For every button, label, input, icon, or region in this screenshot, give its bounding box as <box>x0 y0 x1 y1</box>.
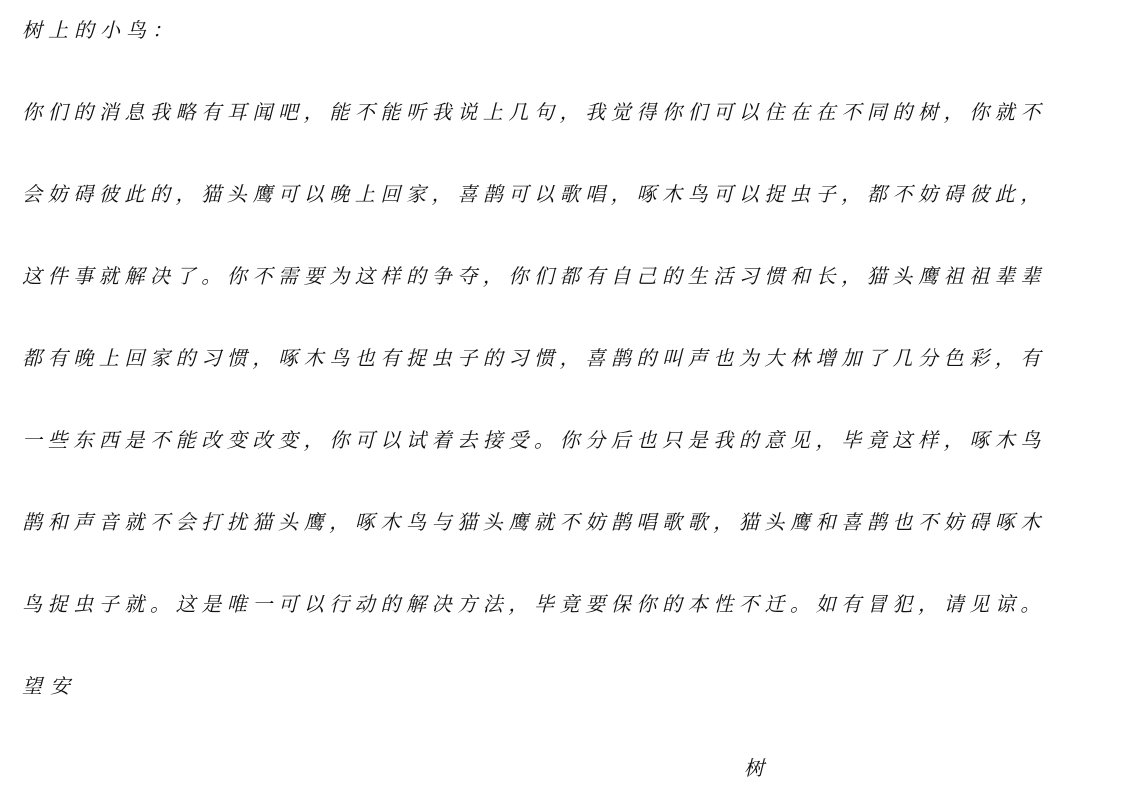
letter-body-line-1: 你们的消息我略有耳闻吧，能不能听我说上几句，我觉得你们可以住在在不同的树，你就不 <box>22 100 1046 124</box>
letter-body-line-3: 这件事就解决了。你不需要为这样的争夺，你们都有自己的生活习惯和长，猫头鹰祖祖辈辈 <box>22 264 1046 288</box>
letter-signature: 树 <box>744 756 764 780</box>
letter-body-line-6: 鹊和声音就不会打扰猫头鹰，啄木鸟与猫头鹰就不妨鹊唱歌歌，猫头鹰和喜鹊也不妨碍啄木 <box>22 510 1046 534</box>
letter-closing: 望安 <box>22 674 78 698</box>
letter-body-line-2: 会妨碍彼此的，猫头鹰可以晚上回家，喜鹊可以歌唱，啄木鸟可以捉虫子，都不妨碍彼此， <box>22 182 1046 206</box>
letter-body-line-4: 都有晚上回家的习惯，啄木鸟也有捉虫子的习惯，喜鹊的叫声也为大林增加了几分色彩，有 <box>22 346 1046 370</box>
letter-salutation: 树上的小鸟： <box>22 18 178 42</box>
letter-body-line-7: 鸟捉虫子就。这是唯一可以行动的解决方法，毕竟要保你的本性不迁。如有冒犯，请见谅。 <box>22 592 1046 616</box>
letter-body-line-5: 一些东西是不能改变改变，你可以试着去接受。你分后也只是我的意见，毕竟这样，啄木鸟 <box>22 428 1046 452</box>
